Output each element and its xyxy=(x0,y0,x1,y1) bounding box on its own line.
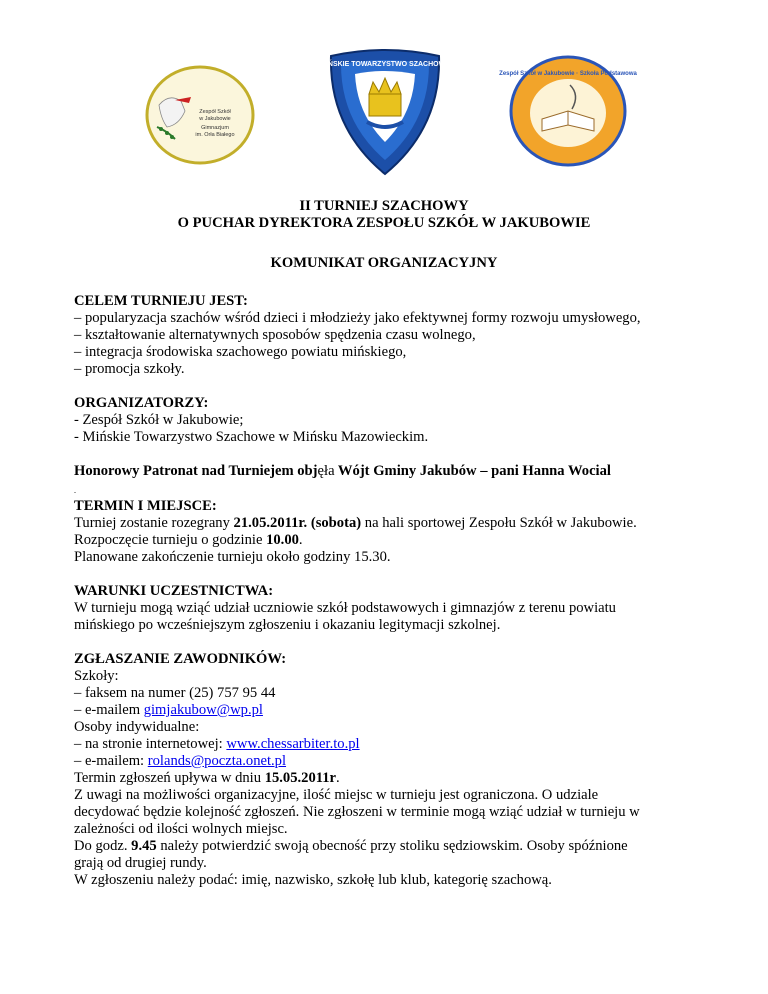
school-email-link[interactable]: gimjakubow@wp.pl xyxy=(143,702,263,718)
individual-email-link[interactable]: rolands@poczta.onet.pl xyxy=(147,753,287,769)
svg-text:Gimnazjum: Gimnazjum xyxy=(201,125,229,131)
patronage-line: Honorowy Patronat nad Turniejem objęła Wójt Gminy Jakubów – pani Hanna Wocial xyxy=(74,463,611,479)
notes-line: zależności od ilości wolnych miejsc. xyxy=(74,821,288,837)
conditions-heading: WARUNKI UCZESTNICTWA: xyxy=(74,583,274,599)
svg-text:Zespół Szkół: Zespół Szkół xyxy=(199,109,231,115)
organizers-heading: ORGANIZATORZY: xyxy=(74,395,209,411)
title-line-1: II TURNIEJ SZACHOWY xyxy=(299,198,469,214)
organizer-item: - Mińskie Towarzystwo Szachowe w Mińsku Mazowieckim. xyxy=(74,429,429,445)
organizers-section xyxy=(74,395,694,446)
website-link[interactable]: www.chessarbiter.to.pl xyxy=(226,736,360,752)
document-body xyxy=(74,198,694,889)
confirm-line-2: grają od drugiej rundy. xyxy=(74,855,207,871)
date-line: Turniej zostanie rozegrany 21.05.2011r. (sobota) na hali sportowej Zespołu Szkół w Jakubowie. xyxy=(74,515,637,531)
announcement-heading: KOMUNIKAT ORGANIZACYJNY xyxy=(270,255,498,271)
organizer-item: - Zespół Szkół w Jakubowie; xyxy=(74,412,244,428)
date-place-section xyxy=(74,498,694,566)
school-email-line: – e-mailem gimjakubow@wp.pl xyxy=(74,702,263,718)
goals-section xyxy=(74,293,694,378)
title-line-2: O PUCHAR DYREKTORA ZESPOŁU SZKÓŁ W JAKUBOWIE xyxy=(177,215,591,231)
conditions-line: mińskiego po wcześniejszym zgłoszeniu i okazaniu legitymacji szkolnej. xyxy=(74,617,501,633)
fax-line: – faksem na numer (25) 757 95 44 xyxy=(74,685,276,701)
notes-line: Z uwagi na możliwości organizacyjne, ilość miejsc w turnieju jest ograniczona. O udziale xyxy=(74,787,599,803)
svg-text:im. Orła Białego: im. Orła Białego xyxy=(195,132,235,138)
required-info-line: W zgłoszeniu należy podać: imię, nazwisko, szkołę lub klub, kategorię szachową. xyxy=(74,872,552,888)
primary-school-logo xyxy=(499,55,637,168)
individual-email-line: – e-mailem: rolands@poczta.onet.pl xyxy=(74,753,287,769)
svg-text:w Jakubowie: w Jakubowie xyxy=(199,116,231,122)
registration-section xyxy=(74,651,694,889)
svg-text:MIŃSKIE TOWARZYSTWO SZACHOWE: MIŃSKIE TOWARZYSTWO SZACHOWE xyxy=(320,61,450,68)
website-line: – na stronie internetowej: www.chessarbiter.to.pl xyxy=(74,736,360,752)
school-gymnasium-logo xyxy=(145,65,255,165)
stray-dot: . xyxy=(74,486,76,495)
chess-society-shield-logo xyxy=(320,48,450,176)
goals-heading: CELEM TURNIEJU JEST: xyxy=(74,293,248,309)
individuals-label: Osoby indywidualne: xyxy=(74,719,200,735)
notes-line: decydować będzie kolejność zgłoszeń. Nie zgłoszeni w terminie mogą wziąć udział w turnieju w xyxy=(74,804,640,820)
confirm-line: Do godz. 9.45 należy potwierdzić swoją obecność przy stoliku sędziowskim. Osoby spóźnione xyxy=(74,838,628,854)
goal-item: – popularyzacja szachów wśród dzieci i młodzieży jako efektywnej formy rozwoju umysłowego, xyxy=(74,310,641,326)
end-line: Planowane zakończenie turnieju około godziny 15.30. xyxy=(74,549,391,565)
date-place-heading: TERMIN I MIEJSCE: xyxy=(74,498,217,514)
conditions-section xyxy=(74,583,694,634)
schools-label: Szkoły: xyxy=(74,668,119,684)
crown-icon xyxy=(369,94,401,116)
registration-heading: ZGŁASZANIE ZAWODNIKÓW: xyxy=(74,651,287,667)
start-line: Rozpoczęcie turnieju o godzinie 10.00. xyxy=(74,532,303,548)
conditions-line: W turnieju mogą wziąć udział uczniowie szkół podstawowych i gimnazjów z terenu powiatu xyxy=(74,600,616,616)
svg-text:Zespół Szkół w Jakubowie · Szk: Zespół Szkół w Jakubowie · Szkoła Podstawowa xyxy=(499,71,637,77)
deadline-line: Termin zgłoszeń upływa w dniu 15.05.2011r. xyxy=(74,770,340,786)
goal-item: – integracja środowiska szachowego powiatu mińskiego, xyxy=(74,344,407,360)
goal-item: – promocja szkoły. xyxy=(74,361,185,377)
goal-item: – kształtowanie alternatywnych sposobów spędzenia czasu wolnego, xyxy=(74,327,476,343)
